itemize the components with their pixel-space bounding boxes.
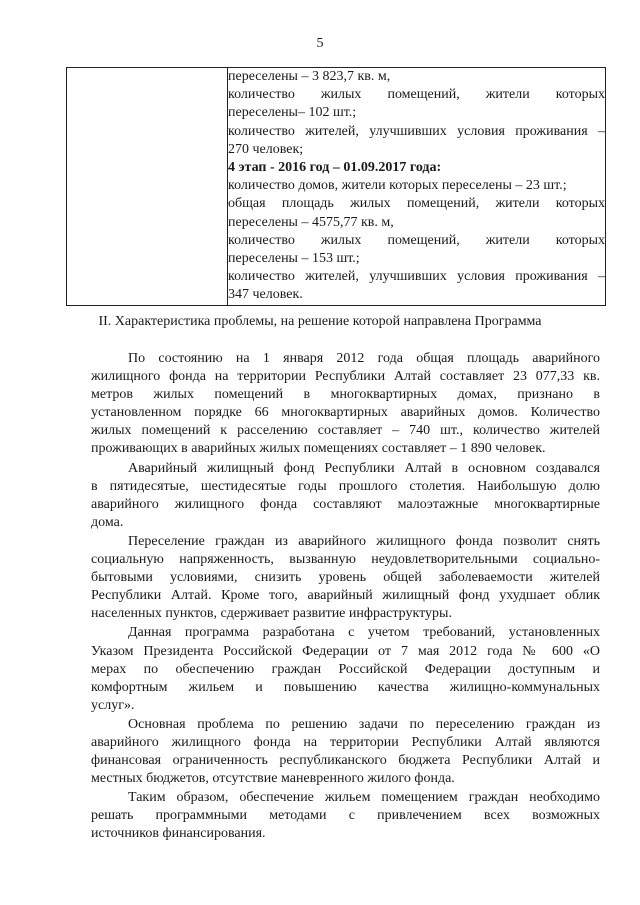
paragraph (91, 533, 600, 623)
paragraph-line: источников финансирования. (91, 826, 266, 842)
paragraph-line: мерах по обеспечению граждан Российской Федерации доступным и (91, 661, 600, 677)
table-left-cell (67, 68, 228, 306)
paragraph-line: проживающих в аварийных жилых помещениях составляет – 1 890 человек. (91, 441, 546, 457)
section-title: II. Характеристика проблемы, на решение которой направлена Программа (98, 314, 542, 329)
table-line: переселены – 153 шт.; (228, 251, 360, 267)
table-line: переселены – 3 823,7 кв. м, (228, 69, 391, 84)
table-line: количество жилых помещений, жители которых (228, 232, 605, 248)
paragraph-line: решать программными методами с привлечением всех возможных (91, 808, 600, 824)
paragraph-line: Аварийный жилищный фонд Республики Алтай в основном создавался (128, 460, 600, 476)
paragraph-line: бытовыми условиями, снизить уровень общей заболеваемости жителей (91, 570, 600, 586)
table-right-cell (228, 68, 606, 306)
paragraph-line: комфортным жильем и повышению качества жилищно-коммунальных (91, 679, 600, 695)
paragraph-line: метров жилых помещений в многоквартирных домах, признано в (91, 387, 600, 403)
table-line: количество жителей, улучшивших условия проживания – (228, 123, 605, 139)
table-line: количество домов, жители которых переселены – 23 шт.; (228, 178, 567, 194)
paragraph-line: дома. (91, 514, 124, 530)
paragraph-line: Переселение граждан из аварийного жилищного фонда позволит снять (128, 533, 600, 549)
paragraph-line: местных бюджетов, отсутствие маневренного жилого фонда. (91, 771, 455, 787)
table-line: количество жителей, улучшивших условия проживания – (228, 269, 605, 285)
paragraph-line: услуг». (91, 697, 135, 713)
table-line: переселены– 102 шт.; (228, 105, 357, 121)
paragraph (91, 624, 600, 714)
table-line: 270 человек; (228, 141, 304, 157)
paragraph-line: аварийного жилищного фонда составляют малоэтажные многоквартирные (91, 496, 600, 512)
paragraph-line: жилищного фонда на территории Республики Алтай составляет 23 077,33 кв. (91, 369, 600, 385)
paragraph-line: Таким образом, обеспечение жильем помещением граждан необходимо (128, 790, 600, 806)
table-line: 347 человек. (228, 287, 303, 303)
program-table (66, 67, 606, 306)
paragraph-line: Республики Алтай. Кроме того, аварийный жилищный фонд ухудшает облик (91, 588, 600, 604)
table-line: общая площадь жилых помещений, жители которых (228, 196, 605, 212)
paragraph-line: социальную напряженность, вызванную неудовлетворительными социально- (91, 552, 600, 568)
table-line: переселены – 4575,77 кв. м, (228, 214, 394, 230)
paragraph-line: жилых помещений к расселению составляет – 740 шт., количество жителей (91, 423, 600, 439)
paragraph (91, 460, 600, 532)
paragraph-line: По состоянию на 1 января 2012 года общая площадь аварийного (128, 351, 600, 366)
paragraph-line: населенных пунктов, сдерживает развитие инфраструктуры. (91, 606, 452, 622)
table-line: количество жилых помещений, жители которых (228, 87, 605, 103)
paragraph-line: установленном порядке 66 многоквартирных аварийных домов. Количество (91, 405, 600, 421)
paragraph (91, 716, 600, 788)
paragraph-line: в пятидесятые, шестидесятые годы прошлого столетия. Наибольшую долю (91, 478, 600, 494)
paragraph-line: аварийного жилищного фонда на территории Республики Алтай являются (91, 734, 600, 750)
body-text (91, 350, 600, 845)
paragraph-line: Данная программа разработана с учетом требований, установленных (128, 625, 600, 641)
paragraph (91, 789, 600, 843)
paragraph-line: финансовая ограниченность республиканского бюджета Республики Алтай и (91, 753, 600, 769)
paragraph-line: Указом Президента Российской Федерации от 7 мая 2012 года № 600 «О (91, 643, 600, 659)
page-number: 5 (316, 36, 324, 51)
paragraph (91, 350, 600, 459)
table-row (67, 68, 606, 306)
paragraph-line: Основная проблема по решению задачи по переселению граждан из (128, 716, 600, 732)
table-line: 4 этап - 2016 год – 01.09.2017 года: (228, 160, 442, 176)
